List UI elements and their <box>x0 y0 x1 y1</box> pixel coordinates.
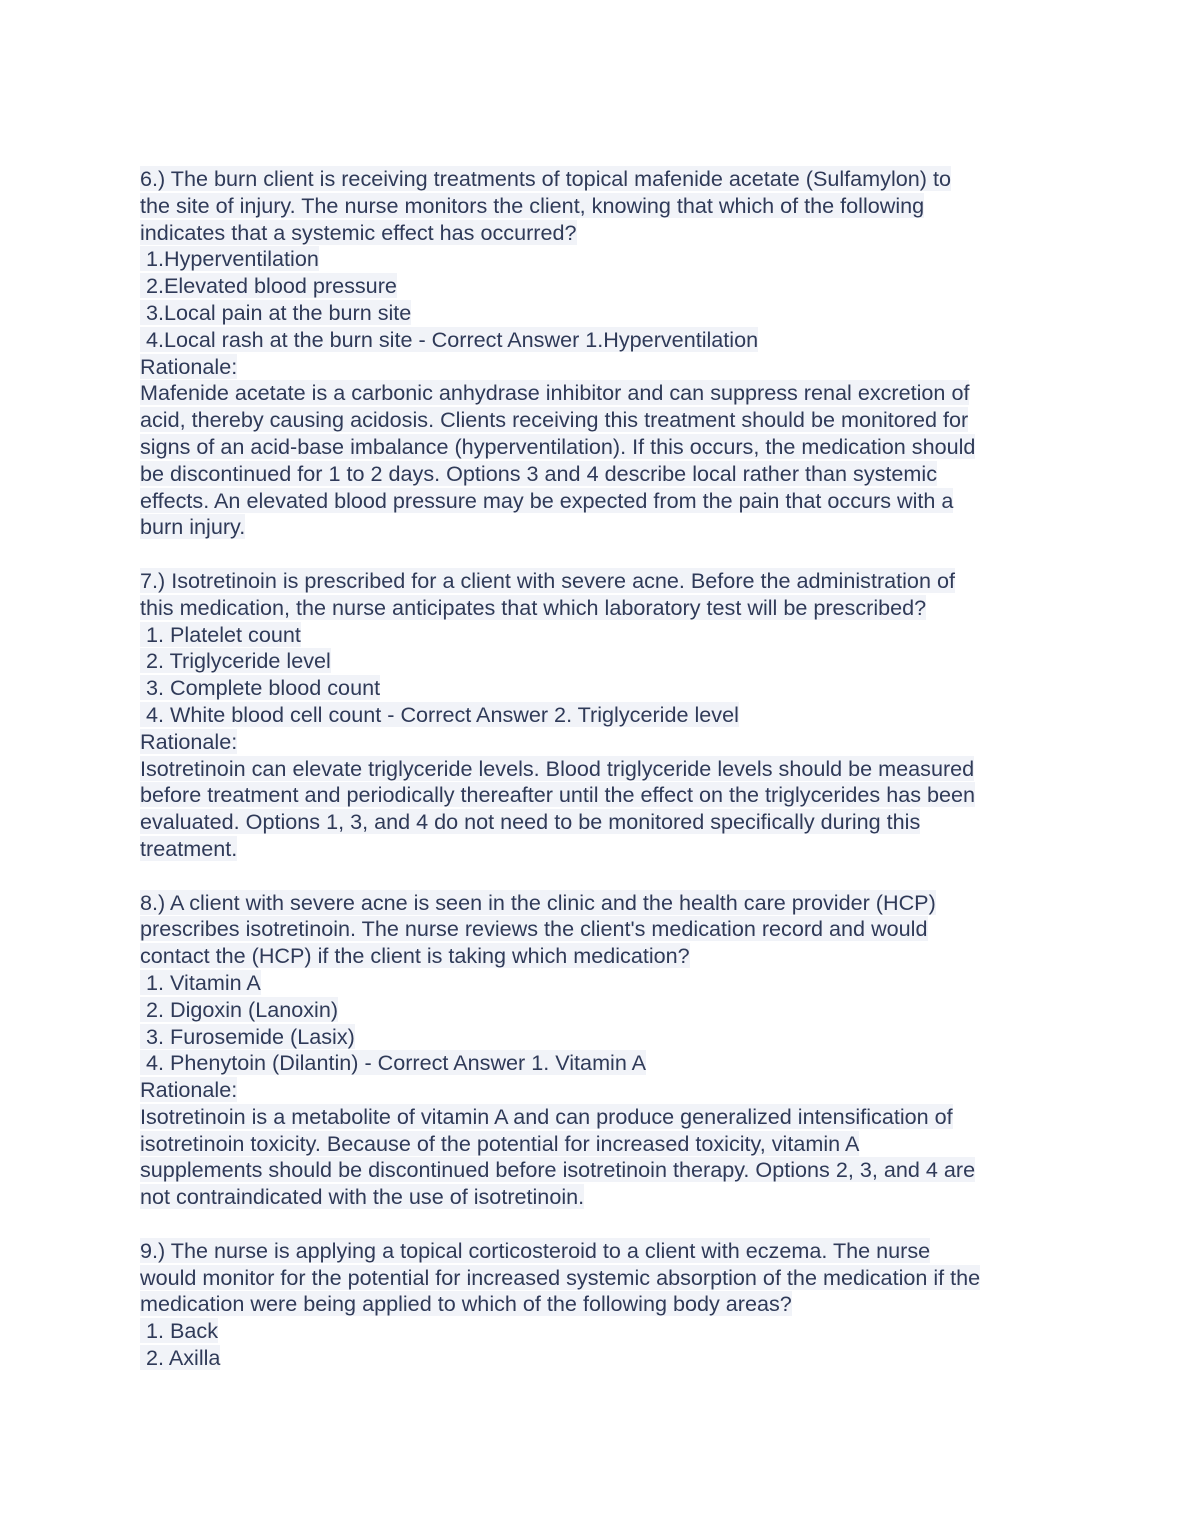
rationale-line: supplements should be discontinued before isotretinoin therapy. Options 2, 3, and 4 are <box>140 1157 976 1183</box>
answer-option: 2. Triglyceride level <box>140 648 331 674</box>
document-page <box>140 166 1060 1372</box>
answer-option: 3. Furosemide (Lasix) <box>140 1023 355 1049</box>
rationale-line: acid, thereby causing acidosis. Clients receiving this treatment should be monitored for <box>140 407 969 433</box>
answer-option: 2. Axilla <box>140 1345 221 1371</box>
question-stem-line: 7.) Isotretinoin is prescribed for a client with severe acne. Before the administration of <box>140 567 955 593</box>
question-7 <box>140 568 1060 863</box>
rationale-label: Rationale: <box>140 353 238 379</box>
question-stem-line: 6.) The burn client is receiving treatments of topical mafenide acetate (Sulfamylon) to <box>140 166 951 191</box>
question-stem-line: this medication, the nurse anticipates that which laboratory test will be prescribed? <box>140 594 927 620</box>
rationale-line: Isotretinoin can elevate triglyceride levels. Blood triglyceride levels should be measured <box>140 755 975 781</box>
rationale-line: signs of an acid-base imbalance (hyperventilation). If this occurs, the medication should <box>140 433 976 459</box>
rationale-line: Isotretinoin is a metabolite of vitamin A and can produce generalized intensification of <box>140 1103 953 1129</box>
answer-option: 3.Local pain at the burn site <box>140 299 412 325</box>
question-8 <box>140 890 1060 1212</box>
question-6 <box>140 166 1060 541</box>
rationale-line: evaluated. Options 1, 3, and 4 do not need to be monitored specifically during this <box>140 809 921 835</box>
rationale-line: effects. An elevated blood pressure may be expected from the pain that occurs with a <box>140 487 954 513</box>
paragraph-gap <box>140 541 1060 568</box>
question-stem-line: the site of injury. The nurse monitors the client, knowing that which of the following <box>140 192 925 218</box>
rationale-line: isotretinoin toxicity. Because of the potential for increased toxicity, vitamin A <box>140 1130 860 1156</box>
question-stem-line: 9.) The nurse is applying a topical corticosteroid to a client with eczema. The nurse <box>140 1237 931 1263</box>
question-stem-line: would monitor for the potential for increased systemic absorption of the medication if the <box>140 1264 981 1290</box>
question-stem-line: contact the (HCP) if the client is taking which medication? <box>140 943 690 969</box>
answer-option: 1. Platelet count <box>140 621 301 647</box>
question-stem-line: 8.) A client with severe acne is seen in the clinic and the health care provider (HCP) <box>140 889 936 915</box>
answer-option: 1. Back <box>140 1318 219 1344</box>
rationale-line: Mafenide acetate is a carbonic anhydrase inhibitor and can suppress renal excretion of <box>140 380 970 406</box>
question-9 <box>140 1238 1060 1372</box>
paragraph-gap <box>140 863 1060 890</box>
rationale-line: treatment. <box>140 835 238 861</box>
rationale-label: Rationale: <box>140 1077 238 1103</box>
answer-option: 1. Vitamin A <box>140 969 261 995</box>
answer-option: 3. Complete blood count <box>140 675 381 701</box>
paragraph-gap <box>140 1211 1060 1238</box>
rationale-line: burn injury. <box>140 514 246 540</box>
answer-option-with-correct-answer: 4. Phenytoin (Dilantin) - Correct Answer 1. Vitamin A <box>140 1050 647 1076</box>
question-stem-line: prescribes isotretinoin. The nurse reviews the client's medication record and would <box>140 916 928 942</box>
rationale-line: be discontinued for 1 to 2 days. Options 3 and 4 describe local rather than systemic <box>140 460 938 486</box>
rationale-label: Rationale: <box>140 728 238 754</box>
rationale-line: before treatment and periodically thereafter until the effect on the triglycerides has been <box>140 782 976 808</box>
answer-option-with-correct-answer: 4.Local rash at the burn site - Correct Answer 1.Hyperventilation <box>140 326 759 352</box>
answer-option-with-correct-answer: 4. White blood cell count - Correct Answer 2. Triglyceride level <box>140 701 739 727</box>
question-stem-line: medication were being applied to which of the following body areas? <box>140 1291 792 1317</box>
answer-option: 2. Digoxin (Lanoxin) <box>140 996 339 1022</box>
question-stem-line: indicates that a systemic effect has occurred? <box>140 219 577 245</box>
answer-option: 2.Elevated blood pressure <box>140 273 397 299</box>
answer-option: 1.Hyperventilation <box>140 246 319 272</box>
rationale-line: not contraindicated with the use of isotretinoin. <box>140 1184 585 1210</box>
